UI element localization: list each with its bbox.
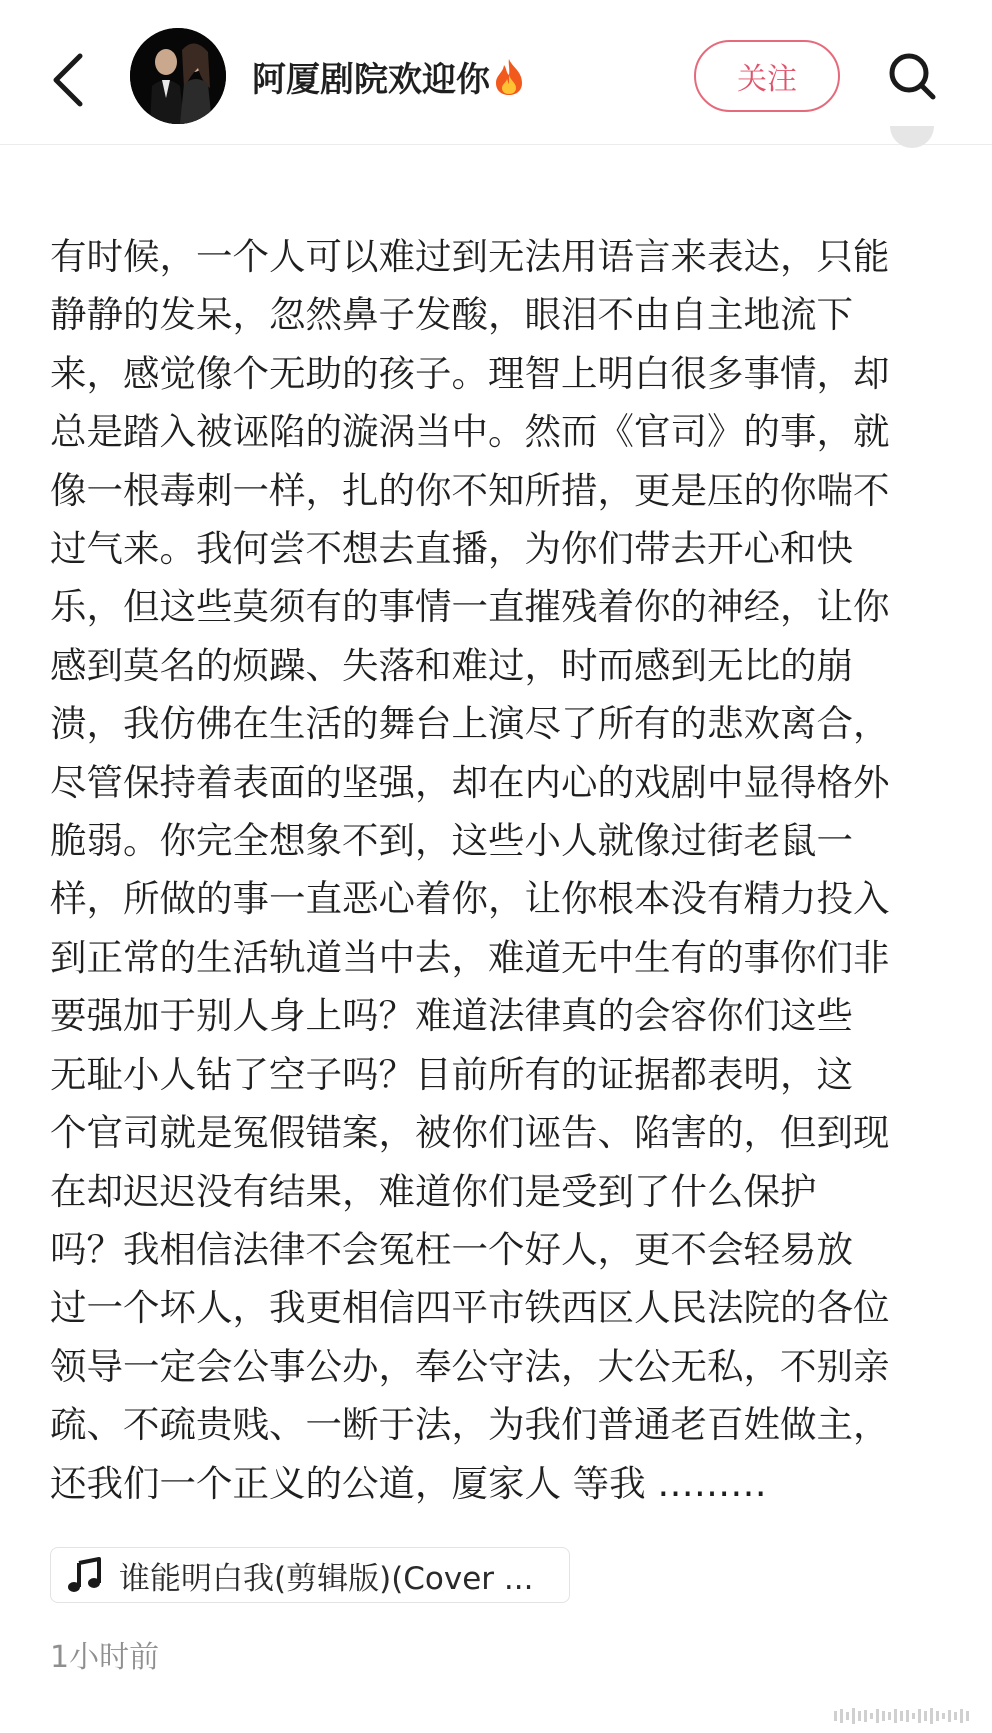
follow-button[interactable]: 关注 bbox=[694, 40, 840, 112]
fire-icon bbox=[492, 57, 526, 97]
watermark-logo bbox=[834, 1705, 974, 1727]
avatar[interactable] bbox=[130, 28, 226, 124]
username[interactable] bbox=[252, 52, 526, 101]
search-icon bbox=[886, 50, 938, 102]
post-body-text: 有时候，一个人可以难过到无法用语言来表达，只能 静静的发呆，忽然鼻子发酸，眼泪不由自主地流下 来，感觉像个无助的孩子。理智上明白很多事情，却 总是踏入被诬陷的漩涡当中。然而《官司》的事，就 像一根毒刺一样，扎的你不知所措，更是压的你喘不 过气来。我何尝不想去直播，为你们带去开心和快 乐，但这些莫须有的事情一直摧残着你的神经，让你 感到莫名的烦躁、失落和难过，时而感到无比的崩 溃，我仿佛在生活的舞台上演尽了所有的悲欢离合， 尽管保持着表面的坚强，却在内心的戏剧中显得格外 脆弱。你完全想象不到，这些小人就像过街老鼠一 样，所做的事一直恶心着你，让你根本没有精力投入 到正常的生活轨道当中去，难道无中生有的事你们非 要强加于别人身上吗？难道法律真的会容你们这些 无耻小人钻了空子吗？目前所有的证据都表明，这 个官司就是冤假错案，被你们诬告、陷害的，但到现 在却迟迟没有结果，难道你们是受到了什么保护 吗？我相信法律不会冤枉一个好人，更不会轻易放 过一个坏人，我更相信四平市铁西区人民法院的各位 领导一定会公事公办，奉公守法，大公无私，不别亲 疏、不疏贵贱、一断于法，为我们普通老百姓做主， 还我们一个正义的公道，厦家人 等我 ……… bbox=[50, 235, 890, 1505]
back-button[interactable] bbox=[40, 40, 96, 120]
top-bar bbox=[0, 0, 992, 145]
post-timestamp: 1小时前 bbox=[50, 1640, 160, 1675]
chevron-left-icon bbox=[50, 52, 86, 108]
username-text: 阿厦剧院欢迎你 bbox=[252, 60, 490, 100]
music-title: 谁能明白我(剪辑版)(Cover ... bbox=[119, 1560, 534, 1597]
pull-indicator bbox=[890, 126, 934, 148]
music-tag[interactable] bbox=[50, 1547, 570, 1603]
avatar-photo bbox=[130, 28, 226, 124]
music-note-icon bbox=[65, 1555, 105, 1595]
search-button[interactable] bbox=[880, 44, 944, 108]
